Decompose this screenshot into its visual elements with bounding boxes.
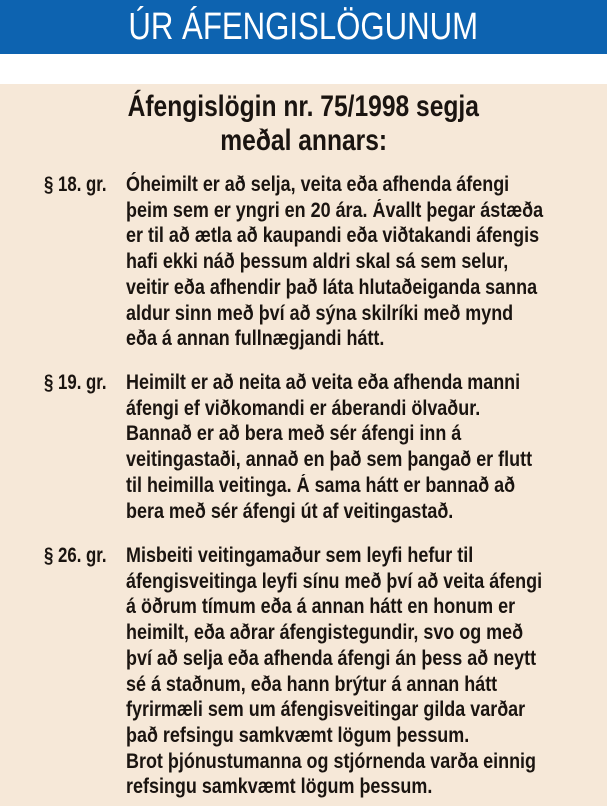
text-line: áfengi ef viðkomandi er áberandi ölvaður. bbox=[126, 396, 481, 420]
section-text bbox=[126, 543, 607, 800]
text-line: bera með sér áfengi út af veitingastað. bbox=[126, 499, 454, 523]
banner-title: ÚR ÁFENGISLÖGUNUM bbox=[128, 5, 479, 48]
heading-line-1: Áfengislögin nr. 75/1998 segja bbox=[127, 90, 480, 123]
text-line: til heimilla veitinga. Á sama hátt er bannað að bbox=[126, 473, 516, 497]
text-line: á öðrum tímum eða á annan hátt en honum er bbox=[126, 595, 516, 619]
text-line: veitingastaði, annað en það sem þangað er flutt bbox=[126, 448, 533, 472]
text-line: fyrirmæli sem um áfengisveitingar gilda varðar bbox=[126, 698, 526, 722]
heading bbox=[0, 90, 607, 158]
text-line: því að selja eða afhenda áfengi án þess að neytt bbox=[126, 646, 537, 670]
white-strip bbox=[0, 54, 607, 84]
text-line: Heimilt er að neita að veita eða afhenda manni bbox=[126, 371, 521, 394]
text-line: heimilt, eða aðrar áfengistegundir, svo og með bbox=[126, 621, 524, 645]
text-line: Bannað er að bera með sér áfengi inn á bbox=[126, 422, 462, 446]
text-line: refsingu samkvæmt lögum þessum. bbox=[126, 775, 433, 799]
heading-line-2: meðal annars: bbox=[220, 124, 387, 157]
section-label: § 19. gr. bbox=[44, 371, 107, 394]
title-banner bbox=[0, 0, 607, 54]
text-line: Brot þjónustumanna og stjórnenda varða einnig bbox=[126, 749, 537, 773]
text-line: er til að ætla að kaupandi eða viðtakandi áfengis bbox=[126, 224, 540, 248]
text-line: sé á staðnum, eða hann brýtur á annan hátt bbox=[126, 672, 498, 696]
text-line: veitir eða afhendir það láta hlutaðeiganda sanna bbox=[126, 275, 538, 299]
text-line: Óheimilt er að selja, veita eða afhenda áfengi bbox=[126, 173, 510, 196]
text-line: þeim sem er yngri en 20 ára. Ávallt þegar ástæða bbox=[126, 198, 544, 222]
text-line: áfengisveitinga leyfi sínu með því að veita áfengi bbox=[126, 569, 543, 593]
section-text bbox=[126, 172, 607, 352]
section-label: § 26. gr. bbox=[44, 544, 107, 567]
section-label: § 18. gr. bbox=[44, 173, 107, 196]
text-line: eða á annan fullnægjandi hátt. bbox=[126, 327, 385, 351]
text-line: Misbeiti veitingamaður sem leyfi hefur til bbox=[126, 544, 474, 567]
text-line: það refsingu samkvæmt lögum þessum. bbox=[126, 723, 470, 747]
section-text bbox=[126, 370, 607, 524]
text-line: hafi ekki náð þessum aldri skal sá sem selur, bbox=[126, 250, 509, 274]
text-line: aldur sinn með því að sýna skilríki með mynd bbox=[126, 301, 514, 325]
